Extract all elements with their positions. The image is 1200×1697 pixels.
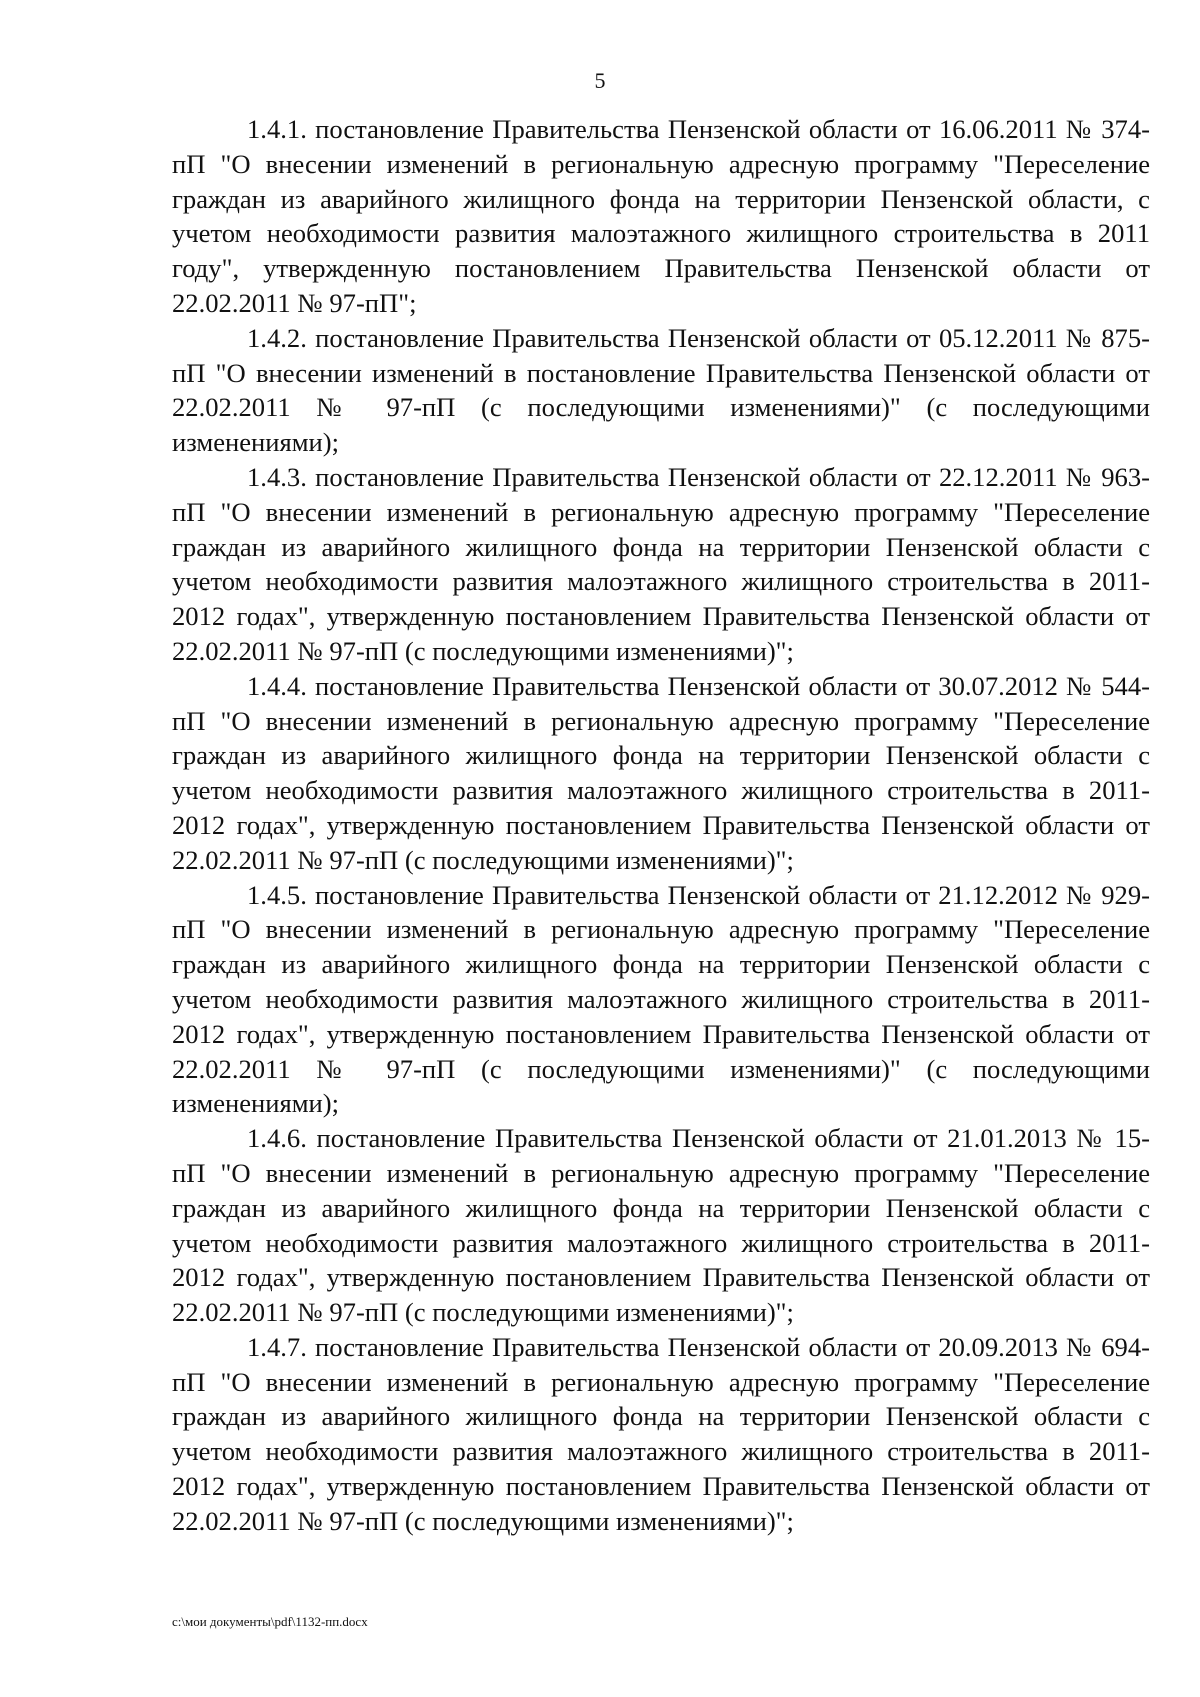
footer-file-path: c:\мои документы\pdf\1132-пп.docx xyxy=(172,1614,368,1629)
paragraph-1-4-3: 1.4.3. постановление Правительства Пензенской области от 22.12.2011 № 963-пП "О внесении изменений в региональную адресную программу "Переселение граждан из аварийного жилищного фонда на территории Пензенской области с учетом необходимости развития малоэтажного жилищного строительства в 2011-2012 годах", утвержденную постановлением Правительства Пензенской области от 22.02.2011 № 97-пП (с последующими изменениями)"; xyxy=(172,461,1150,666)
paragraph-1-4-1: 1.4.1. постановление Правительства Пензенской области от 16.06.2011 № 374-пП "О внесении изменений в региональную адресную программу "Переселение граждан из аварийного жилищного фонда на территории Пензенской области, с учетом необходимости развития малоэтажного жилищного строительства в 2011 году", утвержденную постановлением Правительства Пензенской области от 22.02.2011 № 97-пП"; xyxy=(172,114,1150,318)
paragraph-1-4-6: 1.4.6. постановление Правительства Пензенской области от 21.01.2013 № 15-пП "О внесении изменений в региональную адресную программу "Переселение граждан из аварийного жилищного фонда на территории Пензенской области с учетом необходимости развития малоэтажного жилищного строительства в 2011-2012 годах", утвержденную постановлением Правительства Пензенской области от 22.02.2011 № 97-пП (с последующими изменениями)"; xyxy=(172,1123,1150,1328)
paragraph-1-4-7: 1.4.7. постановление Правительства Пензенской области от 20.09.2013 № 694-пП "О внесении изменений в региональную адресную программу "Переселение граждан из аварийного жилищного фонда на территории Пензенской области с учетом необходимости развития малоэтажного жилищного строительства в 2011-2012 годах", утвержденную постановлением Правительства Пензенской области от 22.02.2011 № 97-пП (с последующими изменениями)"; xyxy=(172,1331,1150,1536)
paragraph-1-4-4: 1.4.4. постановление Правительства Пензенской области от 30.07.2012 № 544-пП "О внесении изменений в региональную адресную программу "Переселение граждан из аварийного жилищного фонда на территории Пензенской области с учетом необходимости развития малоэтажного жилищного строительства в 2011-2012 годах", утвержденную постановлением Правительства Пензенской области от 22.02.2011 № 97-пП (с последующими изменениями)"; xyxy=(172,670,1150,875)
paragraph-1-4-5: 1.4.5. постановление Правительства Пензенской области от 21.12.2012 № 929-пП "О внесении изменений в региональную адресную программу "Переселение граждан из аварийного жилищного фонда на территории Пензенской области с учетом необходимости развития малоэтажного жилищного строительства в 2011-2012 годах", утвержденную постановлением Правительства Пензенской области от 22.02.2011 № 97-пП (с последующими изменениями)" (с последующими изменениями); xyxy=(172,879,1150,1119)
paragraph-1-4-2: 1.4.2. постановление Правительства Пензенской области от 05.12.2011 № 875-пП "О внесении изменений в постановление Правительства Пензенской области от 22.02.2011 № 97-пП (с последующими изменениями)" (с последующими изменениями); xyxy=(172,322,1150,458)
document-body xyxy=(172,112,1150,1539)
page-number: 5 xyxy=(594,68,606,93)
